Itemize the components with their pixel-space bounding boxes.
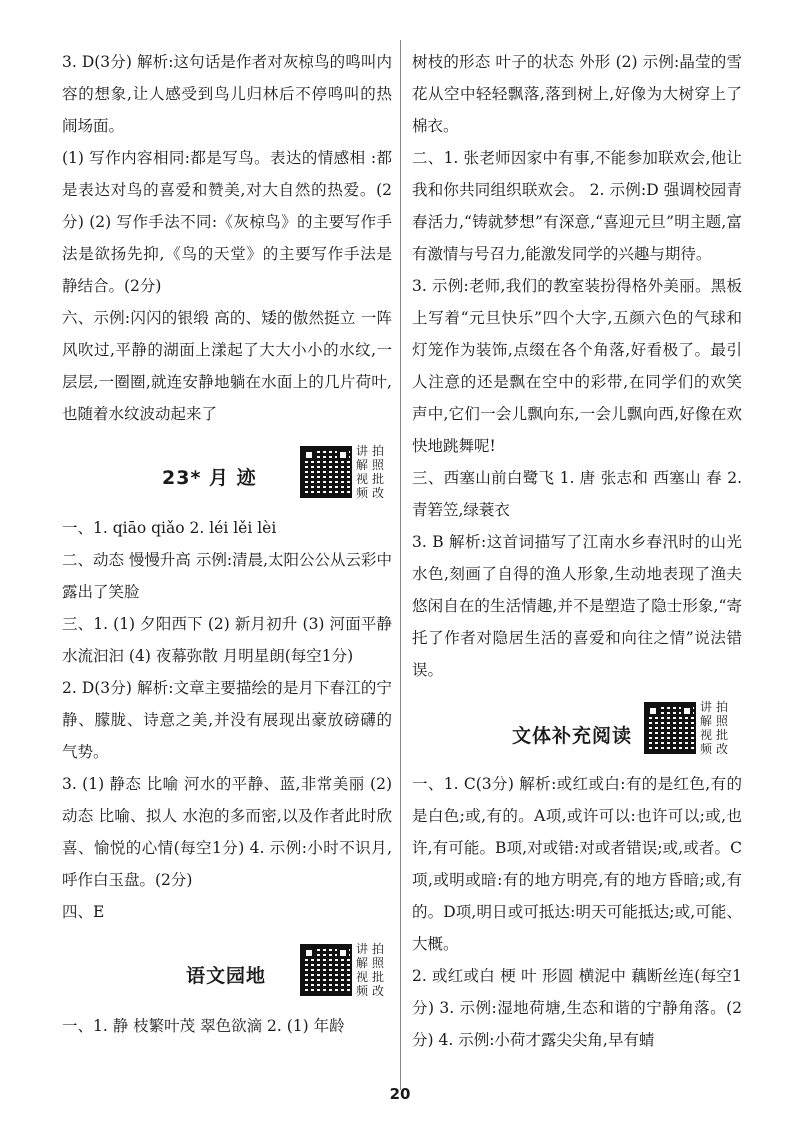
- answer-paragraph: 3. 示例:老师,我们的教室装扮得格外美丽。黑板上写着“元旦快乐”四个大字,五颜六色的气球和灯笼作为装饰,点缀在各个角落,好看极了。最引人注意的还是飘在空中的彩带,在同学们的欢笑声中,它们一会儿飘向东,一会儿飘向西,好像在欢快地跳舞呢!: [412, 277, 742, 455]
- answer-paragraph: 一、1. qiāo qiǎo 2. léi lěi lèi: [62, 519, 277, 537]
- qr-caption: 讲拍解照视批频改: [356, 942, 389, 998]
- answer-paragraph: (1) 写作内容相同:都是写鸟。表达的情感相 :都是表达对鸟的喜爱和赞美,对大自然的热爱。(2分) (2) 写作手法不同:《灰椋鸟》的主要写作手法是欲扬先抑,《鸟的天堂》的主要写作手法是 静结合。(2分): [62, 149, 392, 295]
- section-header-wenti-buchong: [412, 696, 742, 764]
- answer-paragraph: 2. D(3分) 解析:文章主要描绘的是月下春江的宁静、朦胧、诗意之美,并没有展现出豪放磅礴的气势。: [62, 679, 392, 761]
- section-header-yueji: [62, 440, 392, 508]
- qr-code-icon[interactable]: [300, 446, 352, 498]
- answer-paragraph: 二、动态 慢慢升高 示例:清晨,太阳公公从云彩中露出了笑脸: [62, 551, 393, 601]
- left-column: [62, 46, 392, 1042]
- section-title: 23* 月 迹: [162, 467, 257, 489]
- qr-caption: 讲拍解照视批频改: [700, 700, 733, 756]
- right-column: [412, 46, 742, 1056]
- qr-code-icon[interactable]: [644, 702, 696, 754]
- answer-paragraph: 3. (1) 静态 比喻 河水的平静、蓝,非常美丽 (2) 动态 比喻、拟人 水泡的多而密,以及作者此时欣喜、愉悦的心情(每空1分) 4. 示例:小时不识月,呼作白玉盘。(2分): [62, 775, 392, 889]
- page-number: 20: [389, 1085, 411, 1103]
- answer-paragraph: 二、1. 张老师因家中有事,不能参加联欢会,他让我和你共同组织联欢会。 2. 示例:D 强调校园青春活力,“铸就梦想”有深意,“喜迎元旦”明主题,富有激情与号召力,能激发同学的兴趣与期待。: [412, 149, 742, 263]
- column-divider: [400, 40, 401, 1090]
- qr-caption: 讲拍解照视批频改: [356, 444, 389, 500]
- section-header-yuwen-yuandi: [62, 938, 392, 1006]
- answer-paragraph: 六、示例:闪闪的银缎 高的、矮的傲然挺立 一阵风吹过,平静的湖面上漾起了大大小小的水纹,一层层,一圈圈,就连安静地躺在水面上的几片荷叶,也随着水纹波动起来了: [62, 309, 392, 423]
- answer-paragraph: 四、E: [62, 903, 105, 921]
- answer-paragraph: 树枝的形态 叶子的状态 外形 (2) 示例:晶莹的雪花从空中轻轻飘落,落到树上,好像为大树穿上了棉衣。: [412, 53, 742, 135]
- answer-paragraph: 三、西塞山前白鹭飞 1. 唐 张志和 西塞山 春 2. 青箬笠,绿蓑衣: [412, 469, 742, 519]
- section-title: 文体补充阅读: [512, 725, 633, 747]
- section-title: 语文园地: [186, 965, 267, 987]
- qr-code-icon[interactable]: [300, 944, 352, 996]
- answer-paragraph: 一、1. 静 枝繁叶茂 翠色欲滴 2. (1) 年龄: [62, 1017, 345, 1035]
- answer-paragraph: 3. B 解析:这首词描写了江南水乡春汛时的山光水色,刻画了自得的渔人形象,生动地表现了渔夫悠闲自在的生活情趣,并不是塑造了隐士形象,“寄托了作者对隐居生活的喜爱和向往之情”说法错误。: [412, 533, 742, 679]
- answer-paragraph: 三、1. (1) 夕阳西下 (2) 新月初升 (3) 河面平静 水流汩汩 (4) 夜幕弥散 月明星朗(每空1分): [62, 615, 392, 665]
- answer-paragraph: 一、1. C(3分) 解析:或红或白:有的是红色,有的是白色;或,有的。A项,或许可以:也许可以;或,也许,有可能。B项,对或错:对或者错误;或,或者。C项,或明或暗:有的地方明亮,有的地方昏暗;或,有的。D项,明日或可抵达:明天可能抵达;或,可能、大概。: [412, 775, 742, 953]
- answer-paragraph: 3. D(3分) 解析:这句话是作者对灰椋鸟的鸣叫内容的想象,让人感受到鸟儿归林后不停鸣叫的热闹场面。: [62, 53, 392, 135]
- answer-paragraph: 2. 或红或白 梗 叶 形圆 横泥中 藕断丝连(每空1分) 3. 示例:湿地荷塘,生态和谐的宁静角落。(2分) 4. 示例:小荷才露尖尖角,早有蜻: [412, 967, 742, 1049]
